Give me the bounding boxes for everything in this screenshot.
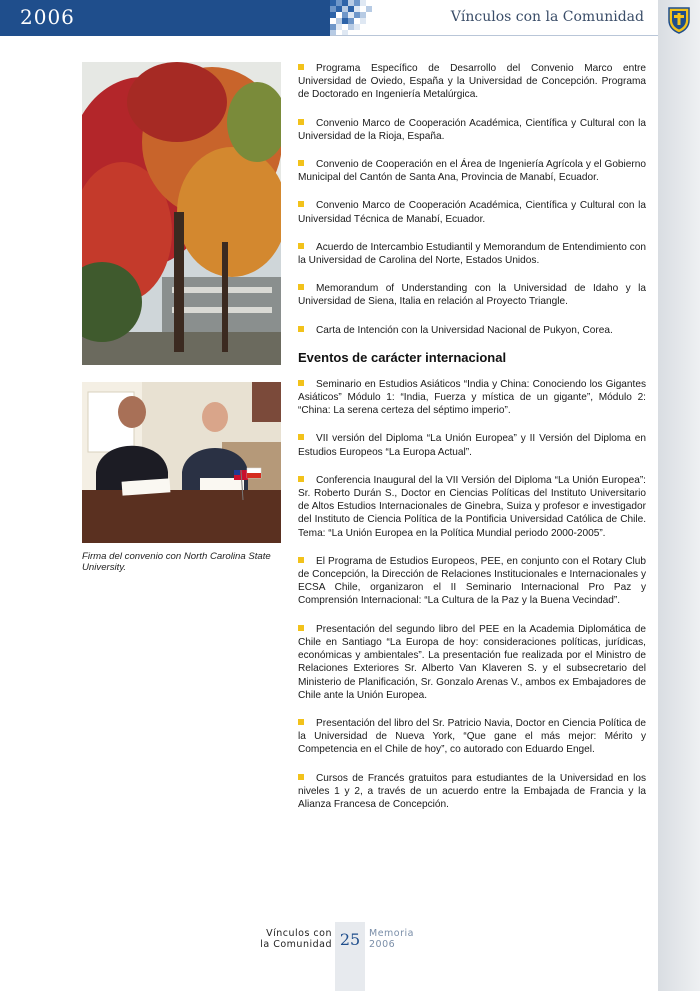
bullet-square-icon [298, 119, 304, 125]
bullet-square-icon [298, 774, 304, 780]
bullet-square-icon [298, 434, 304, 440]
photo-caption: Firma del convenio con North Carolina State University. [82, 551, 271, 573]
bullet-square-icon [298, 719, 304, 725]
bullet-square-icon [298, 625, 304, 631]
footer-publication-label [369, 928, 414, 950]
header-year: 2006 [20, 5, 75, 29]
signing-ceremony-photo [82, 382, 281, 543]
footer-right-line2: 2006 [369, 939, 396, 950]
footer-right-line1: Memoria [369, 928, 414, 939]
header-section-title: Vínculos con la Comunidad [450, 9, 644, 25]
bullet-square-icon [298, 201, 304, 207]
bullet-square-icon [298, 476, 304, 482]
event-item: Seminario en Estudios Asiáticos “India y China: Conociendo los Gigantes Asiáticos” Módulo 1: “India, Fuerza y mística de un gigante”, Módulo 2: “China: La serena certeza del séptimo imperio”. [298, 378, 646, 417]
event-item: Presentación del segundo libro del PEE en la Academia Diplomática de Chile en Santiago “La Europa de hoy: consideraciones políticas, jurídicas, económicas y ambientales”. La presentación fue realizada por el Ministro de Relaciones Exteriores Sr. Alberto Van Klaveren S. y el subsecretario del Ministerio de Planificación, Sr. Gonzalo Arenas V., ambos ex Embajadores de Chile ante la Unión Europea. [298, 623, 646, 701]
university-crest-icon [667, 6, 691, 34]
side-strip [658, 0, 700, 991]
event-item: Presentación del libro del Sr. Patricio Navia, Doctor en Ciencia Política de la Universidad de Nueva York, “Que gane el más mejor: Mérito y Competencia en el Chile de hoy”, co autorado con Eduardo Engel. [298, 717, 646, 756]
agreement-item: Programa Específico de Desarrollo del Convenio Marco entre Universidad de Oviedo, España y la Universidad de Concepción. Programa de Doctorado en Ingeniería Metalúrgica. [298, 63, 646, 101]
header-rule [330, 35, 658, 36]
event-item: El Programa de Estudios Europeos, PEE, en conjunto con el Rotary Club de Concepción, la Dirección de Relaciones Institucionales e Internacionales y ECSA Chile, organizaron el II Seminario Internacional Pro Paz y Comprensión Internacional: “La Cultura de la Paz y la Buena Vecindad”. [298, 555, 646, 607]
event-item: VII versión del Diploma “La Unión Europea” y II Versión del Diploma en Estudios Europeos “La Europa Actual”. [298, 433, 646, 458]
bullet-square-icon [298, 284, 304, 290]
agreement-item: Convenio de Cooperación en el Área de Ingeniería Agrícola y el Gobierno Municipal del Cantón de Santa Ana, Provincia de Manabí, Ecuador. [298, 159, 646, 184]
bullet-square-icon [298, 64, 304, 70]
agreement-item: Convenio Marco de Cooperación Académica, Científica y Cultural con la Universidad Técnica de Manabí, Ecuador. [298, 200, 646, 225]
footer-section-label [240, 928, 332, 950]
pixel-pattern-decoration [322, 0, 378, 36]
main-text-column [298, 62, 646, 826]
bullet-square-icon [298, 380, 304, 386]
event-item: Cursos de Francés gratuitos para estudiantes de la Universidad en los niveles 1 y 2, a través de un acuerdo entre la Embajada de Francia y la Alianza Francesa de Concepción. [298, 772, 646, 810]
agreement-item: Acuerdo de Intercambio Estudiantil y Memorandum de Entendimiento con la Universidad de Carolina del Norte, Estados Unidos. [298, 241, 646, 267]
footer-left-line1: Vínculos con [266, 928, 332, 939]
bullet-square-icon [298, 160, 304, 166]
bullet-square-icon [298, 243, 304, 249]
events-section-title: Eventos de carácter internacional [298, 349, 507, 365]
bullet-square-icon [298, 326, 304, 332]
page-number: 25 [339, 930, 361, 949]
agreement-item: Carta de Intención con la Universidad Nacional de Pukyon, Corea. [298, 324, 646, 337]
agreement-item: Convenio Marco de Cooperación Académica, Científica y Cultural con la Universidad de la Rioja, España. [298, 117, 646, 142]
header-bar [0, 0, 330, 36]
agreement-item: Memorandum of Understanding con la Universidad de Idaho y la Universidad de Siena, Italia en relación al Proyecto Triangle. [298, 283, 646, 308]
event-item: Conferencia Inaugural del la VII Versión del Diploma “La Unión Europea”: Sr. Roberto Durán S., Doctor en Ciencias Políticas del Instituto Universitario de Altos Estudios Internacionales de Ginebra, Suiza y profesor e investigador del Instituto de Ciencia Política de la Pontificia Universidad Católica de Chile. Tema: “La Unión Europea en la Política Mundial periodo 2000-2005”. [298, 474, 646, 539]
bullet-square-icon [298, 557, 304, 563]
footer-left-line2: la Comunidad [260, 939, 332, 950]
autumn-tree-photo [82, 62, 281, 365]
